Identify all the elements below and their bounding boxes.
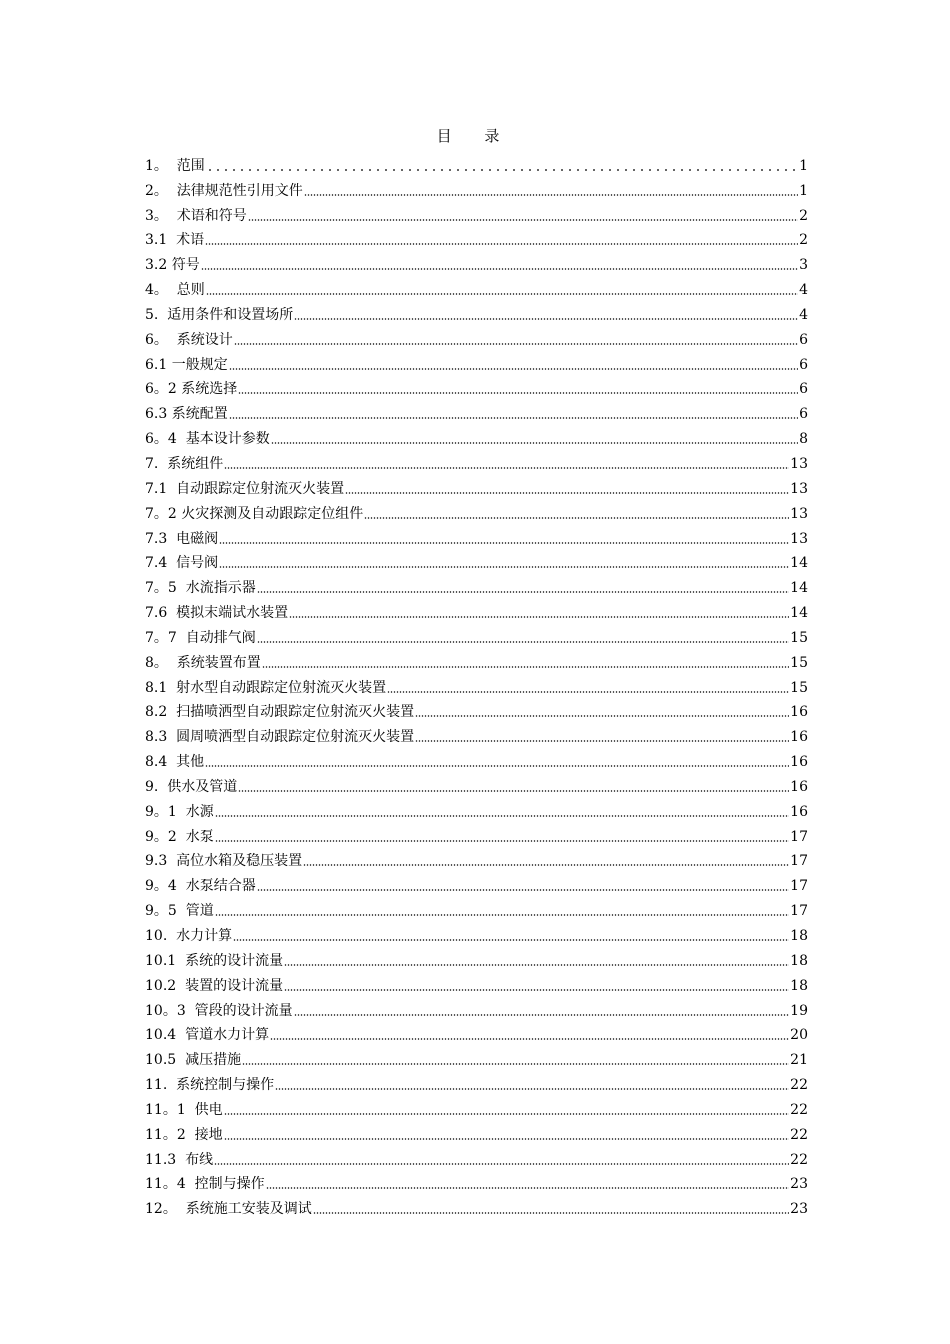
toc-entry-label: 7. 系统组件 <box>145 455 224 472</box>
toc-dot-leader <box>266 1186 790 1190</box>
toc-entry[interactable] <box>145 870 808 895</box>
toc-entry-page-number: 18 <box>790 928 808 944</box>
toc-entry-label: 10。3 管段的设计流量 <box>145 1002 293 1019</box>
toc-entry-page-number: 2 <box>799 207 808 224</box>
toc-entry[interactable] <box>145 920 808 945</box>
toc-entry-page-number: 17 <box>790 828 808 845</box>
toc-entry-label: 7.3 电磁阀 <box>145 530 219 547</box>
toc-dot-leader <box>257 590 789 594</box>
toc-entry-label: 9。5 管道 <box>145 903 214 920</box>
toc-dot-leader <box>257 888 789 892</box>
toc-entry-label: 7.6 模拟末端试水装置 <box>145 605 289 622</box>
toc-entry[interactable] <box>145 995 808 1020</box>
toc-entry-label: 5. 适用条件和设置场所 <box>145 306 294 323</box>
toc-dot-leader <box>415 714 789 718</box>
toc-dot-leader <box>215 839 789 843</box>
toc-entry[interactable] <box>145 622 808 647</box>
toc-entry[interactable] <box>145 846 808 871</box>
toc-entry-page-number: 23 <box>790 1176 808 1193</box>
toc-entry-label: 10.5 减压措施 <box>145 1052 242 1069</box>
toc-entry[interactable] <box>145 721 808 746</box>
toc-entry-label: 8.1 射水型自动跟踪定位射流灭火装置 <box>145 679 387 696</box>
toc-dot-leader <box>229 416 798 420</box>
toc-entry-page-number: 22 <box>790 1101 808 1118</box>
toc-dot-leader <box>215 913 789 917</box>
toc-entry-page-number: 8 <box>799 431 808 448</box>
toc-dot-leader <box>284 988 789 992</box>
toc-dot-leader <box>238 391 798 395</box>
toc-entry-page-number: 14 <box>790 580 808 597</box>
toc-entry-label: 4。 总则 <box>145 282 205 299</box>
toc-entry-page-number: 19 <box>790 1002 808 1019</box>
toc-entry-page-number: 13 <box>790 530 808 547</box>
toc-dot-leader <box>215 814 789 818</box>
toc-entry-page-number: 4 <box>799 306 808 323</box>
toc-entry-label: 6.1 一般规定 <box>145 356 228 373</box>
toc-entry-label: 9.3 高位水箱及稳压装置 <box>145 853 303 870</box>
toc-dot-leader <box>275 1087 789 1091</box>
toc-entry-label: 1。 范围 <box>145 157 205 174</box>
toc-dot-leader <box>304 193 798 197</box>
toc-entry-page-number: 6 <box>799 356 808 373</box>
toc-entry-page-number: 20 <box>790 1027 808 1044</box>
toc-entry-page-number: 15 <box>790 679 808 696</box>
toc-entry-page-number: 13 <box>790 455 808 472</box>
toc-entry[interactable] <box>145 548 808 573</box>
toc-dot-leader <box>219 565 789 569</box>
toc-entry-label: 9。1 水源 <box>145 803 214 820</box>
toc-entry-label: 11。4 控制与操作 <box>145 1176 265 1193</box>
toc-entry[interactable] <box>145 225 808 250</box>
toc-entry[interactable] <box>145 1193 808 1218</box>
toc-entry-label: 2。 法律规范性引用文件 <box>145 182 303 199</box>
toc-dot-leader <box>270 1037 789 1041</box>
toc-entry-page-number: 18 <box>790 977 808 994</box>
toc-entry-label: 8。 系统装置布置 <box>145 654 261 671</box>
toc-entry[interactable] <box>145 175 808 200</box>
toc-dot-leader <box>364 516 789 520</box>
toc-dot-leader <box>289 615 789 619</box>
toc-entry-label: 10.2 装置的设计流量 <box>145 977 284 994</box>
toc-entry-page-number: 15 <box>790 629 808 646</box>
toc-entry-label: 12。 系统施工安装及调试 <box>145 1201 312 1218</box>
toc-entry-label: 9。2 水泵 <box>145 828 214 845</box>
toc-entry-page-number: 16 <box>790 803 808 820</box>
toc-dot-leader <box>415 739 789 743</box>
toc-entry-page-number: 14 <box>790 605 808 622</box>
toc-dot-leader <box>284 963 789 967</box>
toc-dot-leader <box>303 863 789 867</box>
toc-entry-page-number: 23 <box>790 1201 808 1218</box>
toc-entry[interactable] <box>145 895 808 920</box>
toc-entry[interactable] <box>145 1069 808 1094</box>
toc-entry-label: 9。4 水泵结合器 <box>145 878 256 895</box>
toc-entry[interactable] <box>145 249 808 274</box>
toc-entry[interactable] <box>145 1044 808 1069</box>
toc-entry-page-number: 6 <box>799 406 808 423</box>
toc-entry[interactable] <box>145 597 808 622</box>
toc-entry-label: 10. 水力计算 <box>145 928 233 944</box>
toc-entry-page-number: 17 <box>790 878 808 895</box>
toc-entry-page-number: 13 <box>790 505 808 522</box>
toc-dot-leader <box>224 1112 790 1116</box>
toc-entry-page-number: 16 <box>790 729 808 746</box>
toc-entry-page-number: 17 <box>790 853 808 870</box>
toc-entry[interactable] <box>145 746 808 771</box>
toc-dot-leader <box>206 292 798 296</box>
toc-dot-leader <box>224 466 789 470</box>
toc-entry-label: 7.1 自动跟踪定位射流灭火装置 <box>145 480 345 497</box>
toc-entry[interactable] <box>145 1094 808 1119</box>
toc-entry[interactable] <box>145 324 808 349</box>
toc-entry-label: 7。2 火灾探测及自动跟踪定位组件 <box>145 505 364 522</box>
toc-dot-leader <box>294 1013 790 1017</box>
toc-entry[interactable] <box>145 1020 808 1045</box>
toc-entry-label: 10.1 系统的设计流量 <box>145 952 284 969</box>
toc-entry-page-number: 21 <box>790 1052 808 1069</box>
toc-entry-page-number: 4 <box>799 282 808 299</box>
toc-entry-page-number: 15 <box>790 654 808 671</box>
toc-entry-label: 6.3 系统配置 <box>145 406 228 423</box>
toc-entry-page-number: 2 <box>799 232 808 249</box>
toc-entry-label: 7.4 信号阀 <box>145 555 219 572</box>
toc-dot-leader <box>387 690 789 694</box>
toc-dot-leader <box>257 640 789 644</box>
toc-entry-page-number: 16 <box>790 778 808 795</box>
toc-entry[interactable] <box>145 498 808 523</box>
toc-entry[interactable] <box>145 796 808 821</box>
toc-entry-label: 6。4 基本设计参数 <box>145 431 270 448</box>
toc-entry[interactable] <box>145 523 808 548</box>
toc-entry-page-number: 1 <box>799 182 808 199</box>
toc-entry-label: 3。 术语和符号 <box>145 207 247 224</box>
toc-entry-page-number: 6 <box>799 331 808 348</box>
toc-entry[interactable] <box>145 697 808 722</box>
toc-entry-page-number: 17 <box>790 903 808 920</box>
toc-entry-label: 9. 供水及管道 <box>145 778 238 795</box>
toc-entry-page-number: 16 <box>790 754 808 771</box>
toc-entry[interactable] <box>145 448 808 473</box>
toc-entry[interactable] <box>145 423 808 448</box>
toc-entry-page-number: 22 <box>790 1126 808 1143</box>
toc-dot-leader <box>201 267 798 271</box>
toc-dot-leader <box>294 317 798 321</box>
toc-entry[interactable] <box>145 398 808 423</box>
toc-dot-leader <box>219 541 789 545</box>
toc-dot-leader <box>271 441 798 445</box>
toc-dot-leader <box>234 342 798 346</box>
toc-entry-page-number: 18 <box>790 952 808 969</box>
toc-dot-leader <box>248 218 798 222</box>
toc-entry[interactable] <box>145 771 808 796</box>
toc-entry-page-number: 16 <box>790 704 808 721</box>
toc-entry[interactable] <box>145 473 808 498</box>
toc-entry[interactable] <box>145 1119 808 1144</box>
toc-entry-page-number: 22 <box>790 1077 808 1094</box>
toc-entry[interactable] <box>145 647 808 672</box>
toc-entry[interactable] <box>145 374 808 399</box>
toc-entry-page-number: 6 <box>799 381 808 398</box>
toc-entry[interactable] <box>145 945 808 970</box>
toc-entry[interactable] <box>145 299 808 324</box>
toc-entry-label: 7。7 自动排气阀 <box>145 629 256 646</box>
toc-entry-label: 3.1 术语 <box>145 232 205 249</box>
toc-entry-label: 11。2 接地 <box>145 1126 223 1143</box>
toc-dot-leader <box>205 242 798 246</box>
toc-entry-label: 8.4 其他 <box>145 754 205 771</box>
toc-entry[interactable] <box>145 274 808 299</box>
toc-entry[interactable] <box>145 349 808 374</box>
toc-entry[interactable] <box>145 821 808 846</box>
toc-entry[interactable] <box>145 200 808 225</box>
toc-dot-leader <box>224 1137 790 1141</box>
toc-entry-label: 6。 系统设计 <box>145 331 233 348</box>
toc-entry-page-number: 14 <box>790 555 808 572</box>
toc-entry-label: 6。2 系统选择 <box>145 381 238 398</box>
toc-dot-leader <box>313 1211 789 1215</box>
toc-entry[interactable] <box>145 572 808 597</box>
toc-dot-leader <box>233 938 789 942</box>
toc-dot-leader <box>205 764 789 768</box>
toc-title: 目 录 <box>436 127 514 145</box>
toc-dot-leader <box>238 789 789 793</box>
toc-dot-leader <box>262 665 789 669</box>
toc-entry-label: 10.4 管道水力计算 <box>145 1027 270 1044</box>
toc-entry-label: 11.3 布线 <box>145 1151 214 1168</box>
table-of-contents <box>145 150 808 1218</box>
toc-entry[interactable] <box>145 672 808 697</box>
toc-entry-page-number: 3 <box>799 257 808 274</box>
toc-entry-label: 11. 系统控制与操作 <box>145 1077 275 1094</box>
toc-entry[interactable] <box>145 1169 808 1194</box>
toc-entry-page-number: 1 <box>799 157 808 174</box>
toc-entry-label: 3.2 符号 <box>145 257 200 274</box>
toc-entry[interactable] <box>145 150 808 175</box>
toc-entry-label: 8.3 圆周喷洒型自动跟踪定位射流灭火装置 <box>145 729 415 746</box>
toc-dot-leader <box>345 491 789 495</box>
toc-entry[interactable] <box>145 970 808 995</box>
toc-dot-leader <box>206 168 798 172</box>
toc-entry-page-number: 22 <box>790 1151 808 1168</box>
toc-entry-label: 7。5 水流指示器 <box>145 580 256 597</box>
toc-dot-leader <box>229 367 798 371</box>
toc-entry-label: 11。1 供电 <box>145 1101 223 1118</box>
toc-entry-label: 8.2 扫描喷洒型自动跟踪定位射流灭火装置 <box>145 704 415 721</box>
toc-entry-page-number: 13 <box>790 480 808 497</box>
toc-dot-leader <box>242 1062 789 1066</box>
toc-dot-leader <box>214 1162 789 1166</box>
toc-entry[interactable] <box>145 1144 808 1169</box>
